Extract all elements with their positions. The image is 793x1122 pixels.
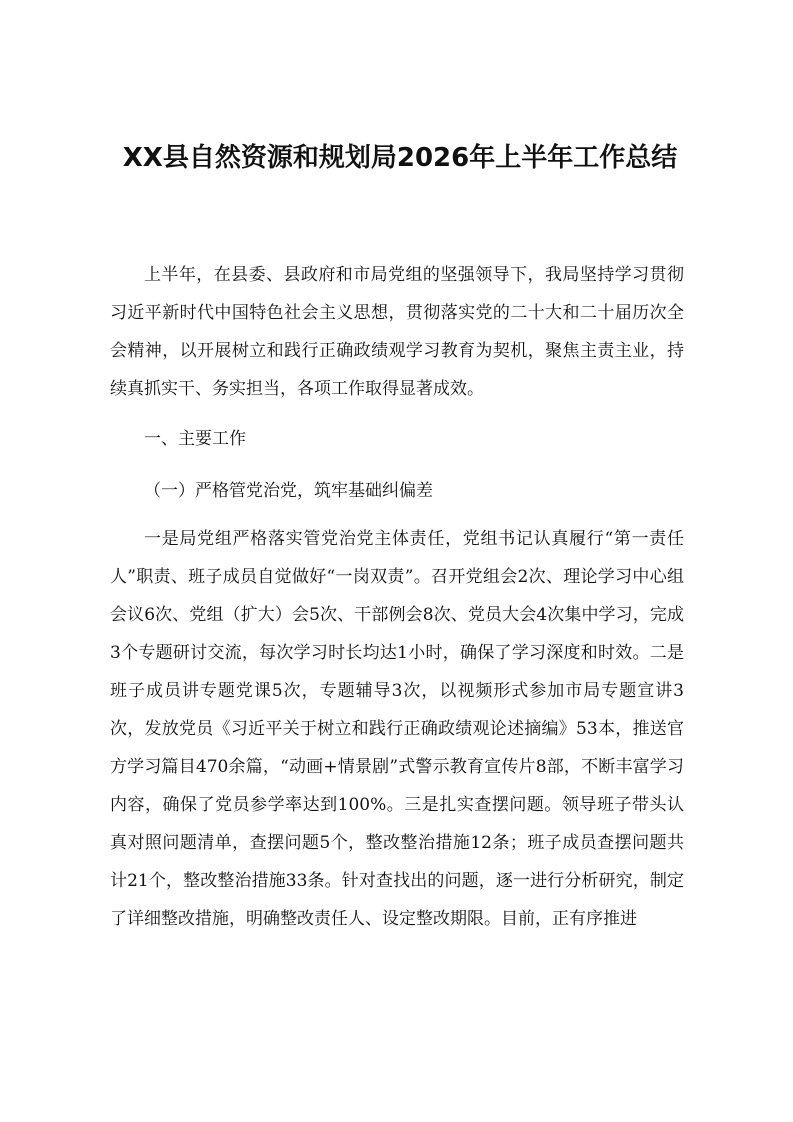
subsection-heading-party-governance: （一）严格管党治党，筑牢基础纠偏差	[144, 481, 433, 501]
document-title: XX县自然资源和规划局2026年上半年工作总结	[122, 143, 678, 173]
intro-paragraph: 上半年，在县委、县政府和市局党组的坚强领导下，我局坚持学习贯彻习近平新时代中国特色社会主义思想，贯彻落实党的二十大和二十届历次全会精神，以开展树立和践行正确政绩观学习教育为契机，聚焦主责主业，持续真抓实干、务实担当，各项工作取得显著成效。	[110, 265, 684, 399]
body-paragraph: 一是局党组严格落实管党治党主体责任，党组书记认真履行“第一责任人”职责、班子成员自觉做好“一岗双责”。召开党组会2次、理论学习中心组会议6次、党组（扩大）会5次、干部例会8次、党员大会4次集中学习，完成3个专题研讨交流，每次学习时长均达1小时，确保了学习深度和时效。二是班子成员讲专题党课5次，专题辅导3次，以视频形式参加市局专题宣讲3次，发放党员《习近平关于树立和践行正确政绩观论述摘编》53本，推送官方学习篇目470余篇，“动画+情景剧”式警示教育宣传片8部，不断丰富学习内容，确保了党员参学率达到100%。三是扎实查摆问题。领导班子带头认真对照问题清单，查摆问题5个，整改整治措施12条；班子成员查摆问题共计21个，整改整治措施33条。针对查找出的问题，逐一进行分析研究，制定了详细整改措施，明确整改责任人、设定整改期限。目前，正有序推进	[110, 529, 684, 929]
section-heading-main-work: 一、主要工作	[144, 429, 246, 449]
